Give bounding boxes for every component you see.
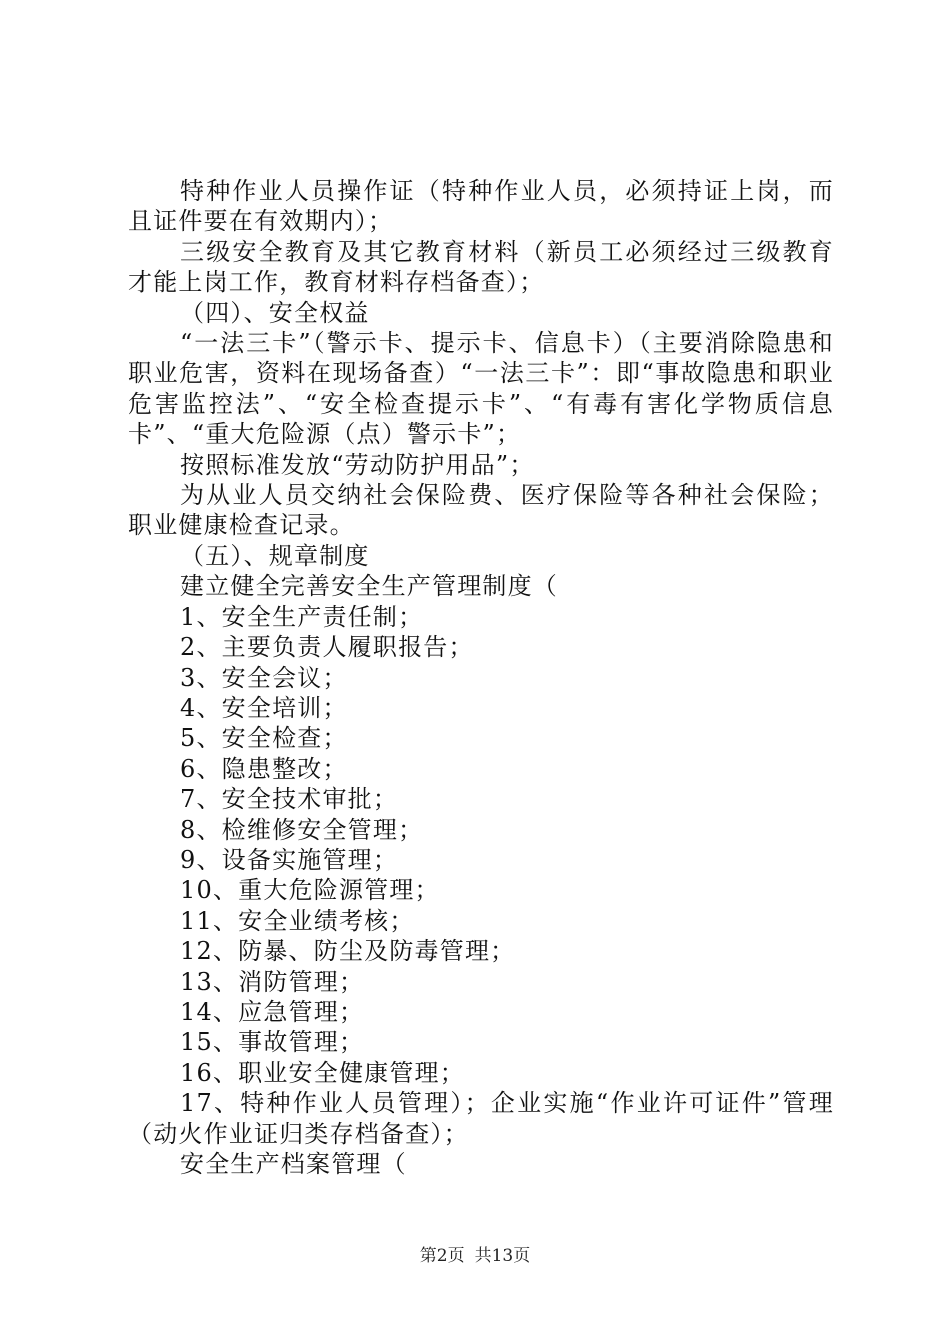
list-item: 6、隐患整改； bbox=[180, 754, 348, 783]
paragraph: 三级安全教育及其它教育材料（新员工必须经过三级教育才能上岗工作，教育材料存档备查）； bbox=[128, 237, 834, 297]
list-item: 13、消防管理； bbox=[180, 967, 365, 996]
list-item: 12、防暴、防尘及防毒管理； bbox=[180, 937, 516, 966]
section-heading: （四）、安全权益 bbox=[180, 298, 370, 327]
list-item: 2、主要负责人履职报告； bbox=[180, 633, 474, 662]
paragraph: 特种作业人员操作证（特种作业人员，必须持证上岗，而且证件要在有效期内）； bbox=[128, 177, 834, 236]
paragraph: 建立健全完善安全生产管理制度（ bbox=[180, 572, 558, 601]
list-item: 14、应急管理； bbox=[180, 997, 365, 1026]
list-item: 11、安全业绩考核； bbox=[180, 906, 415, 935]
page-number: 第2页 bbox=[419, 1246, 465, 1266]
document-body bbox=[128, 176, 834, 1179]
list-item: 3、安全会议； bbox=[180, 663, 348, 692]
list-item: 7、安全技术审批； bbox=[180, 785, 399, 814]
paragraph: “一法三卡”（警示卡、提示卡、信息卡）（主要消除隐患和职业危害，资料在现场备查）“一法三卡”：即“事故隐患和职业危害监控法”、“安全检查提示卡”、“有毒有害化学物质信息卡”、“重大危险源（点）警示卡”； bbox=[128, 329, 834, 449]
page-footer bbox=[0, 1245, 950, 1267]
list-item: 9、设备实施管理； bbox=[180, 845, 399, 874]
list-item: 1、安全生产责任制； bbox=[180, 602, 424, 631]
section-heading: （五）、规章制度 bbox=[180, 541, 370, 570]
paragraph: 按照标准发放“劳动防护用品”； bbox=[180, 450, 535, 479]
paragraph: 为从业人员交纳社会保险费、医疗保险等各种社会保险；职业健康检查记录。 bbox=[128, 481, 834, 540]
paragraph: 安全生产档案管理（ bbox=[180, 1150, 407, 1178]
page-total: 共13页 bbox=[474, 1246, 531, 1266]
list-item: 16、职业安全健康管理； bbox=[180, 1058, 465, 1087]
list-item: 15、事故管理； bbox=[180, 1028, 365, 1057]
list-item: 17、特种作业人员管理）；企业实施“作业许可证件”管理（动火作业证归类存档备查）； bbox=[128, 1089, 834, 1148]
list-item: 4、安全培训； bbox=[180, 693, 348, 722]
list-item: 8、检维修安全管理； bbox=[180, 815, 424, 844]
list-item: 10、重大危险源管理； bbox=[180, 876, 440, 905]
list-item: 5、安全检查； bbox=[180, 724, 348, 753]
